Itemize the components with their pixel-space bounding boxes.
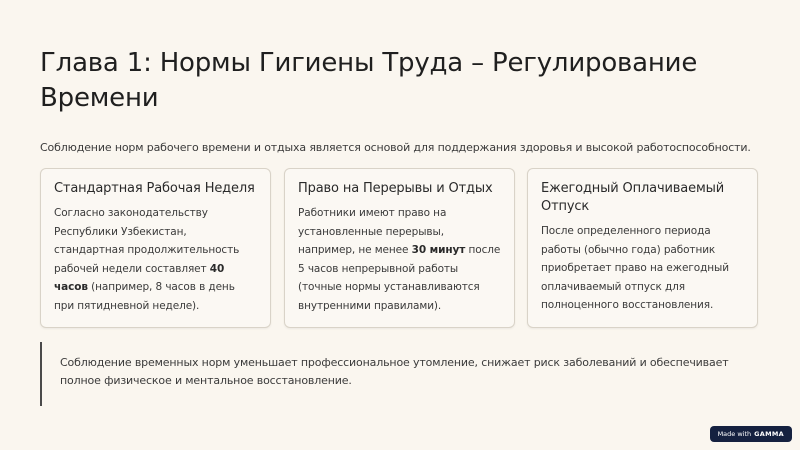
card-standard-work-week xyxy=(40,168,271,328)
card-title: Право на Перерывы и Отдых xyxy=(298,181,493,196)
card-body-text: После определенного периода работы (обычно года) работник приобретает право на ежегодный оплачиваемый отпуск для полноценного восстановления. xyxy=(541,225,729,311)
card-body-highlight: 40 часов xyxy=(54,262,225,293)
blockquote-text: Соблюдение временных норм уменьшает профессиональное утомление, снижает риск заболеваний и обеспечивает полное физическое и ментальное восстановление. xyxy=(60,356,729,387)
card-body-highlight: 30 минут xyxy=(411,244,466,256)
card-body-text: (например, 8 часов в день при пятидневной неделе). xyxy=(54,281,235,312)
card-body-text: после 5 часов непрерывной работы (точные нормы устанавливаются внутренними правилами). xyxy=(298,244,501,312)
card-body xyxy=(298,204,502,315)
intro-text: Соблюдение норм рабочего времени и отдыха является основой для поддержания здоровья и высокой работоспособности. xyxy=(40,141,751,154)
card-title: Стандартная Рабочая Неделя xyxy=(54,181,255,196)
card-body xyxy=(541,222,745,315)
gamma-logo: GAMMA xyxy=(754,430,784,438)
card-annual-paid-leave xyxy=(527,168,758,328)
card-body-text: Согласно законодательству Республики Узбекистан, стандартная продолжительность рабочей недели составляет xyxy=(54,207,240,275)
card-body-text: Работники имеют право на установленные перерывы, например, не менее xyxy=(298,207,447,256)
page-title: Глава 1: Нормы Гигиены Труда – Регулирование Времени xyxy=(40,48,698,113)
blockquote xyxy=(40,342,760,406)
card-breaks-and-rest xyxy=(284,168,515,328)
badge-prefix: Made with xyxy=(717,430,752,438)
card-title: Ежегодный Оплачиваемый Отпуск xyxy=(541,181,725,214)
card-body xyxy=(54,204,258,315)
made-with-gamma-badge[interactable] xyxy=(710,426,792,442)
cards-row xyxy=(40,168,760,330)
